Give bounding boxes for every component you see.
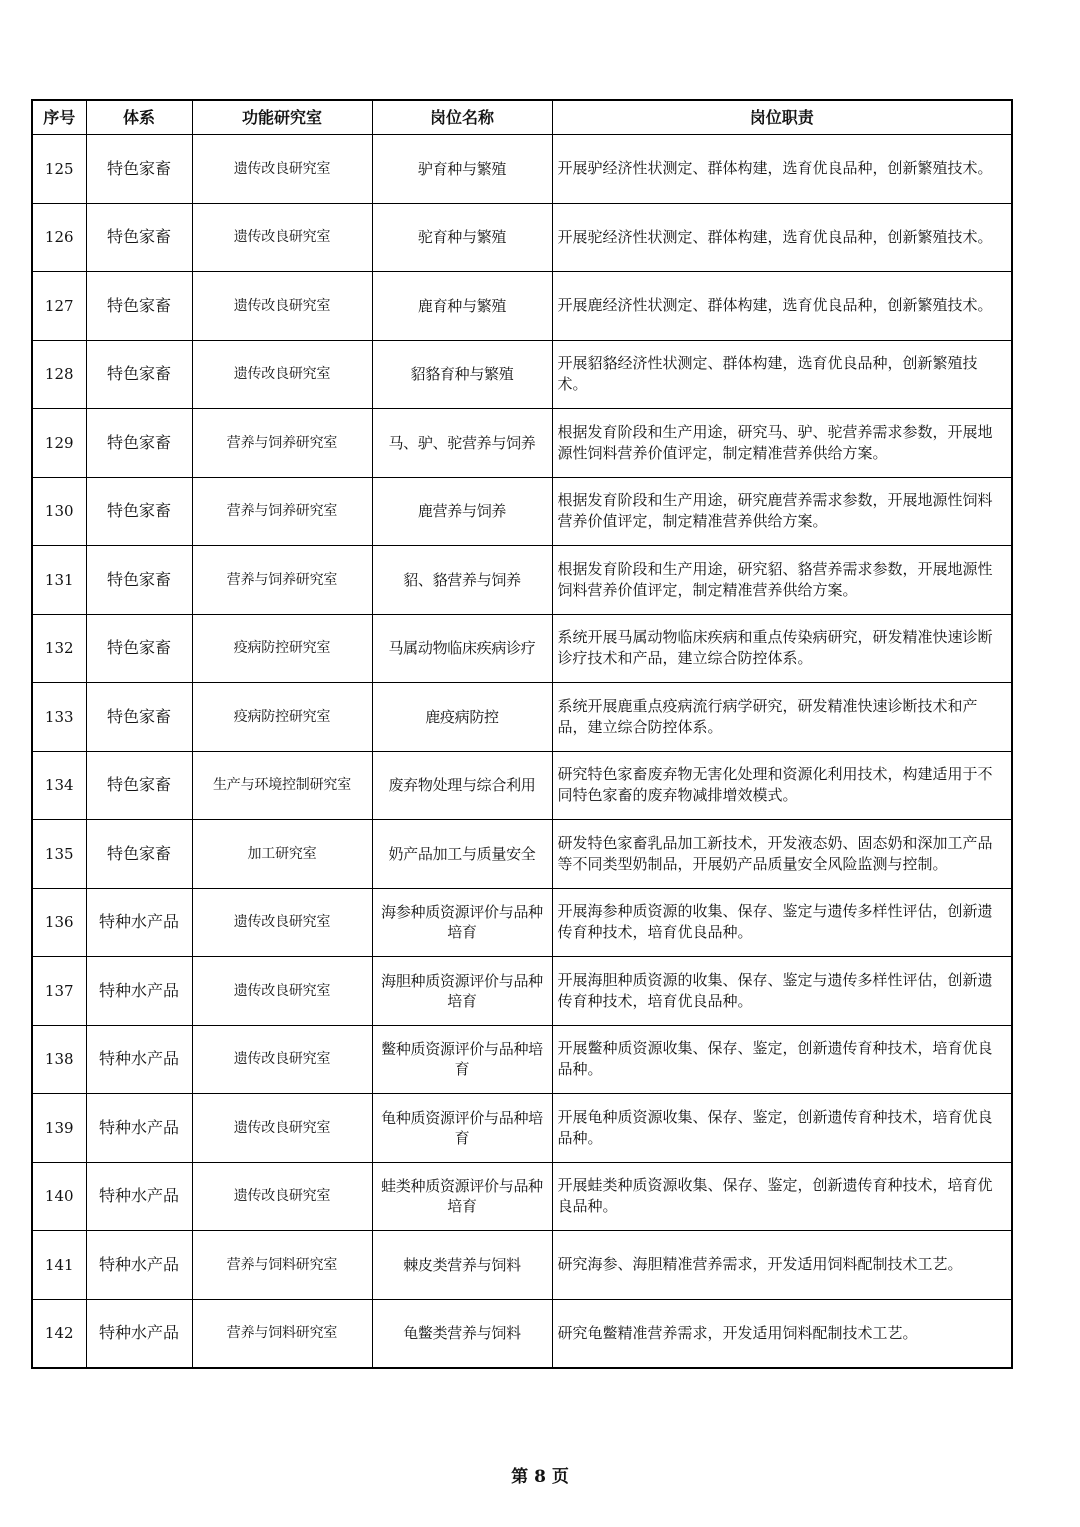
- cell-text-system: 特色家畜: [106, 295, 171, 315]
- cell-text-lab: 营养与饲料研究室: [226, 1256, 338, 1273]
- cell-position-duty: [552, 203, 1012, 272]
- cell-position-name: [372, 1299, 552, 1368]
- cell-function-lab: [192, 1299, 372, 1368]
- cell-text-duty: 开展驼经济性状测定、群体构建，选育优良品种，创新繁殖技术。: [557, 227, 993, 246]
- cell-text-lab: 营养与饲料研究室: [226, 1325, 338, 1342]
- cell-system: [86, 957, 192, 1026]
- cell-position-name: [372, 409, 552, 478]
- cell-position-duty: [552, 1231, 1012, 1300]
- cell-position-duty: [552, 1094, 1012, 1163]
- cell-text-no: 128: [44, 365, 74, 384]
- table-row: [32, 888, 1012, 957]
- cell-function-lab: [192, 1094, 372, 1163]
- cell-serial-number: [32, 1025, 86, 1094]
- cell-text-position: 鹿疫病防控: [425, 707, 499, 726]
- cell-text-lab: 遗传改良研究室: [233, 914, 331, 931]
- table-row: [32, 1162, 1012, 1231]
- cell-text-duty: 研究特色家畜废弃物无害化处理和资源化利用技术，构建适用于不同特色家畜的废弃物减排增效模式。: [557, 765, 993, 805]
- cell-text-position: 鳖种质资源评价与品种培育: [381, 1040, 543, 1079]
- cell-position-duty: [552, 888, 1012, 957]
- cell-function-lab: [192, 409, 372, 478]
- cell-serial-number: [32, 340, 86, 409]
- cell-text-position: 海胆种质资源评价与品种培育: [381, 971, 543, 1010]
- cell-serial-number: [32, 135, 86, 204]
- cell-text-system: 特色家畜: [106, 638, 171, 658]
- cell-serial-number: [32, 1231, 86, 1300]
- cell-text-no: 134: [44, 776, 74, 795]
- cell-serial-number: [32, 477, 86, 546]
- cell-text-duty: 研究海参、海胆精准营养需求，开发适用饲料配制技术工艺。: [557, 1255, 963, 1274]
- cell-function-lab: [192, 1025, 372, 1094]
- cell-text-lab: 遗传改良研究室: [233, 160, 331, 177]
- cell-text-position: 驴育种与繁殖: [417, 159, 507, 178]
- cell-text-duty: 根据发育阶段和生产用途，研究鹿营养需求参数，开展地源性饲料营养价值评定，制定精准营养供给方案。: [557, 491, 993, 531]
- cell-function-lab: [192, 546, 372, 615]
- cell-text-no: 141: [44, 1255, 74, 1274]
- cell-text-duty: 开展驴经济性状测定、群体构建，选育优良品种，创新繁殖技术。: [557, 159, 993, 178]
- cell-function-lab: [192, 957, 372, 1026]
- cell-text-no: 135: [44, 844, 74, 863]
- table-row: [32, 1025, 1012, 1094]
- table-row: [32, 751, 1012, 820]
- cell-system: [86, 1299, 192, 1368]
- cell-text-position: 驼育种与繁殖: [417, 228, 507, 247]
- cell-position-duty: [552, 1162, 1012, 1231]
- cell-position-name: [372, 135, 552, 204]
- cell-text-lab: 遗传改良研究室: [233, 1119, 331, 1136]
- table-body: [32, 135, 1012, 1369]
- cell-text-position: 龟鳖类营养与饲料: [403, 1324, 521, 1343]
- cell-text-no: 138: [44, 1050, 74, 1069]
- cell-function-lab: [192, 477, 372, 546]
- cell-system: [86, 135, 192, 204]
- cell-serial-number: [32, 957, 86, 1026]
- cell-serial-number: [32, 1299, 86, 1368]
- cell-position-name: [372, 1025, 552, 1094]
- cell-serial-number: [32, 820, 86, 889]
- cell-text-position: 废弃物处理与综合利用: [388, 776, 536, 795]
- page-number: 第 8 页: [511, 1467, 569, 1487]
- cell-text-position: 奶产品加工与质量安全: [388, 844, 536, 863]
- cell-position-name: [372, 820, 552, 889]
- cell-text-position: 海参种质资源评价与品种培育: [381, 903, 543, 942]
- cell-text-no: 129: [44, 433, 74, 452]
- cell-position-duty: [552, 614, 1012, 683]
- cell-text-duty: 开展貂貉经济性状测定、群体构建，选育优良品种，创新繁殖技术。: [557, 354, 978, 394]
- cell-text-duty: 系统开展马属动物临床疾病和重点传染病研究，研发精准快速诊断诊疗技术和产品，建立综合防控体系。: [557, 628, 993, 668]
- cell-function-lab: [192, 1162, 372, 1231]
- table-row: [32, 409, 1012, 478]
- cell-text-no: 127: [44, 296, 74, 315]
- cell-text-system: 特种水产品: [98, 912, 179, 932]
- cell-text-system: 特色家畜: [106, 227, 171, 247]
- table-row: [32, 1094, 1012, 1163]
- cell-position-duty: [552, 751, 1012, 820]
- cell-serial-number: [32, 888, 86, 957]
- cell-text-position: 龟种质资源评价与品种培育: [381, 1108, 543, 1147]
- table-row: [32, 546, 1012, 615]
- cell-text-no: 142: [44, 1324, 74, 1343]
- table-row: [32, 272, 1012, 341]
- cell-function-lab: [192, 614, 372, 683]
- cell-text-duty: 开展蛙类种质资源收集、保存、鉴定，创新遗传育种技术，培育优良品种。: [557, 1176, 993, 1216]
- table-row: [32, 1231, 1012, 1300]
- cell-text-duty: 研发特色家畜乳品加工新技术，开发液态奶、固态奶和深加工产品等不同类型奶制品，开展奶产品质量安全风险监测与控制。: [557, 833, 993, 873]
- cell-system: [86, 546, 192, 615]
- cell-position-name: [372, 477, 552, 546]
- cell-system: [86, 1162, 192, 1231]
- cell-position-duty: [552, 1025, 1012, 1094]
- cell-text-duty: 根据发育阶段和生产用途，研究貂、貉营养需求参数，开展地源性饲料营养价值评定，制定精准营养供给方案。: [557, 559, 993, 599]
- cell-serial-number: [32, 751, 86, 820]
- cell-text-system: 特色家畜: [106, 432, 171, 452]
- cell-system: [86, 1025, 192, 1094]
- header-system: 体系: [86, 100, 192, 135]
- cell-serial-number: [32, 272, 86, 341]
- cell-text-lab: 疫病防控研究室: [233, 708, 331, 725]
- table-row: [32, 477, 1012, 546]
- cell-text-duty: 开展龟种质资源收集、保存、鉴定，创新遗传育种技术，培育优良品种。: [557, 1107, 993, 1147]
- table-row: [32, 1299, 1012, 1368]
- cell-serial-number: [32, 409, 86, 478]
- cell-position-duty: [552, 820, 1012, 889]
- cell-position-duty: [552, 683, 1012, 752]
- cell-text-no: 139: [44, 1118, 74, 1137]
- cell-text-no: 137: [44, 981, 74, 1000]
- cell-text-lab: 营养与饲养研究室: [226, 434, 338, 451]
- cell-text-duty: 开展鳖种质资源收集、保存、鉴定，创新遗传育种技术，培育优良品种。: [557, 1039, 993, 1079]
- cell-position-duty: [552, 340, 1012, 409]
- cell-position-name: [372, 751, 552, 820]
- cell-text-position: 马、驴、驼营养与饲养: [388, 433, 536, 452]
- cell-text-duty: 研究龟鳖精准营养需求，开发适用饲料配制技术工艺。: [557, 1323, 918, 1342]
- table-row: [32, 203, 1012, 272]
- cell-position-name: [372, 888, 552, 957]
- cell-text-position: 鹿育种与繁殖: [417, 296, 507, 315]
- cell-system: [86, 820, 192, 889]
- cell-text-system: 特种水产品: [98, 1323, 179, 1343]
- cell-function-lab: [192, 203, 372, 272]
- cell-system: [86, 272, 192, 341]
- cell-system: [86, 203, 192, 272]
- table-row: [32, 340, 1012, 409]
- cell-position-duty: [552, 272, 1012, 341]
- cell-text-lab: 生产与环境控制研究室: [213, 777, 351, 794]
- table-row: [32, 820, 1012, 889]
- header-position-name: 岗位名称: [372, 100, 552, 135]
- cell-text-lab: 营养与饲养研究室: [226, 571, 338, 588]
- cell-text-lab: 营养与饲养研究室: [226, 503, 338, 520]
- cell-position-duty: [552, 957, 1012, 1026]
- cell-position-name: [372, 1231, 552, 1300]
- cell-position-duty: [552, 546, 1012, 615]
- table-row: [32, 614, 1012, 683]
- cell-serial-number: [32, 203, 86, 272]
- cell-text-duty: 系统开展鹿重点疫病流行病学研究，研发精准快速诊断技术和产品，建立综合防控体系。: [557, 696, 978, 736]
- cell-text-no: 140: [44, 1187, 74, 1206]
- cell-text-system: 特色家畜: [106, 364, 171, 384]
- cell-serial-number: [32, 683, 86, 752]
- cell-serial-number: [32, 1094, 86, 1163]
- cell-system: [86, 1094, 192, 1163]
- cell-text-position: 鹿营养与饲养: [417, 502, 507, 521]
- cell-text-duty: 开展鹿经济性状测定、群体构建，选育优良品种，创新繁殖技术。: [557, 296, 993, 315]
- cell-text-no: 132: [44, 639, 74, 658]
- cell-text-lab: 遗传改良研究室: [233, 1051, 331, 1068]
- cell-serial-number: [32, 546, 86, 615]
- cell-text-system: 特种水产品: [98, 1049, 179, 1069]
- cell-text-system: 特色家畜: [106, 501, 171, 521]
- cell-position-name: [372, 957, 552, 1026]
- cell-text-system: 特种水产品: [98, 1254, 179, 1274]
- cell-system: [86, 340, 192, 409]
- cell-system: [86, 751, 192, 820]
- cell-system: [86, 614, 192, 683]
- table-row: [32, 135, 1012, 204]
- cell-text-lab: 疫病防控研究室: [233, 640, 331, 657]
- cell-text-system: 特种水产品: [98, 1117, 179, 1137]
- cell-text-system: 特种水产品: [98, 1186, 179, 1206]
- positions-table: [31, 99, 1013, 1369]
- cell-text-system: 特色家畜: [106, 158, 171, 178]
- cell-function-lab: [192, 888, 372, 957]
- cell-text-no: 136: [44, 913, 74, 932]
- cell-text-no: 126: [44, 228, 74, 247]
- cell-serial-number: [32, 614, 86, 683]
- cell-system: [86, 409, 192, 478]
- table-row: [32, 683, 1012, 752]
- cell-text-lab: 遗传改良研究室: [233, 366, 331, 383]
- cell-position-duty: [552, 1299, 1012, 1368]
- cell-position-name: [372, 614, 552, 683]
- cell-text-position: 貂貉育种与繁殖: [410, 365, 514, 384]
- cell-text-duty: 根据发育阶段和生产用途，研究马、驴、驼营养需求参数，开展地源性饲料营养价值评定，制定精准营养供给方案。: [557, 422, 993, 462]
- cell-system: [86, 888, 192, 957]
- cell-text-duty: 开展海胆种质资源的收集、保存、鉴定与遗传多样性评估，创新遗传育种技术，培育优良品种。: [557, 970, 993, 1010]
- table-header-row: [32, 100, 1012, 135]
- header-serial-number: 序号: [32, 100, 86, 135]
- cell-position-duty: [552, 409, 1012, 478]
- cell-function-lab: [192, 683, 372, 752]
- cell-text-no: 131: [44, 570, 74, 589]
- cell-text-no: 133: [44, 707, 74, 726]
- cell-position-name: [372, 546, 552, 615]
- cell-position-duty: [552, 135, 1012, 204]
- cell-function-lab: [192, 340, 372, 409]
- header-position-duty: 岗位职责: [552, 100, 1012, 135]
- cell-function-lab: [192, 820, 372, 889]
- cell-function-lab: [192, 272, 372, 341]
- cell-text-system: 特种水产品: [98, 980, 179, 1000]
- cell-position-name: [372, 340, 552, 409]
- cell-text-system: 特色家畜: [106, 775, 171, 795]
- cell-text-lab: 加工研究室: [247, 845, 317, 862]
- cell-position-name: [372, 1162, 552, 1231]
- cell-position-duty: [552, 477, 1012, 546]
- cell-text-duty: 开展海参种质资源的收集、保存、鉴定与遗传多样性评估，创新遗传育种技术，培育优良品种。: [557, 902, 993, 942]
- cell-text-position: 马属动物临床疾病诊疗: [388, 639, 536, 658]
- cell-text-lab: 遗传改良研究室: [233, 982, 331, 999]
- cell-position-name: [372, 683, 552, 752]
- cell-text-position: 貂、貉营养与饲养: [403, 570, 521, 589]
- cell-text-no: 125: [44, 159, 74, 178]
- table-row: [32, 957, 1012, 1026]
- cell-text-position: 蛙类种质资源评价与品种培育: [381, 1177, 543, 1216]
- cell-function-lab: [192, 1231, 372, 1300]
- cell-position-name: [372, 203, 552, 272]
- cell-text-system: 特色家畜: [106, 706, 171, 726]
- cell-text-no: 130: [44, 502, 74, 521]
- cell-position-name: [372, 1094, 552, 1163]
- cell-text-lab: 遗传改良研究室: [233, 229, 331, 246]
- cell-text-lab: 遗传改良研究室: [233, 1188, 331, 1205]
- cell-position-name: [372, 272, 552, 341]
- cell-system: [86, 477, 192, 546]
- cell-text-position: 棘皮类营养与饲料: [403, 1255, 521, 1274]
- cell-text-lab: 遗传改良研究室: [233, 297, 331, 314]
- cell-text-system: 特色家畜: [106, 569, 171, 589]
- cell-serial-number: [32, 1162, 86, 1231]
- cell-function-lab: [192, 751, 372, 820]
- cell-text-system: 特色家畜: [106, 843, 171, 863]
- cell-system: [86, 683, 192, 752]
- cell-function-lab: [192, 135, 372, 204]
- header-function-lab: 功能研究室: [192, 100, 372, 135]
- cell-system: [86, 1231, 192, 1300]
